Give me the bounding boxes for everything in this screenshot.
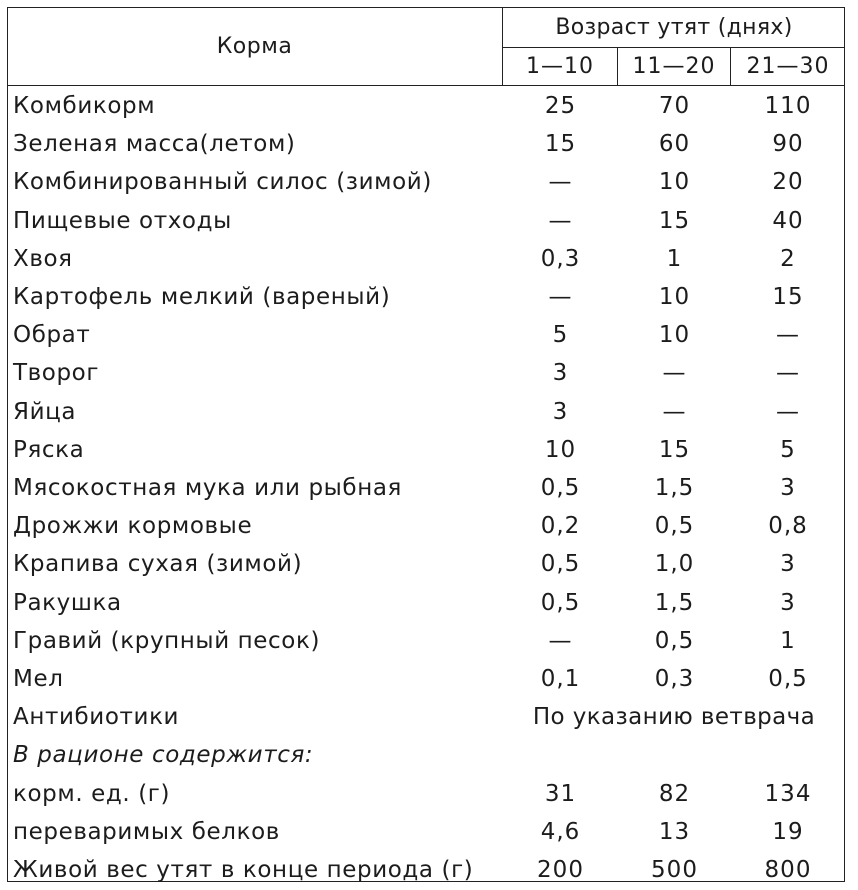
ration-heading: В рационе содержится: xyxy=(13,742,314,769)
value-cell: 0,5 xyxy=(540,589,581,616)
value-cell: 0,5 xyxy=(654,627,695,654)
value-cell: — xyxy=(776,398,800,425)
totals-row xyxy=(7,851,845,889)
age-group-header: Возраст утят (днях) xyxy=(503,7,845,48)
value-cell: 500 xyxy=(651,857,698,883)
value-cell: — xyxy=(548,284,573,310)
table-row xyxy=(7,87,845,125)
row-label: Антибиотики xyxy=(13,704,180,731)
table-row xyxy=(7,278,845,316)
value-cell: 15 xyxy=(658,436,691,463)
row-label: Мел xyxy=(13,666,64,692)
value-cell: — xyxy=(548,169,573,196)
row-label: Хвоя xyxy=(13,245,73,272)
value-cell: 13 xyxy=(658,818,691,845)
value-cell: 3 xyxy=(552,398,569,425)
table-row xyxy=(7,584,845,622)
value-cell: 90 xyxy=(772,131,804,158)
value-cell: 1,5 xyxy=(654,475,695,501)
value-cell: 134 xyxy=(764,780,812,807)
row-label: Зеленая масса(летом) xyxy=(13,131,296,158)
value-cell: 15 xyxy=(772,284,804,310)
value-cell: 0,2 xyxy=(540,513,581,540)
value-cell: — xyxy=(662,360,687,387)
value-cell: 110 xyxy=(764,93,812,119)
value-cell: 40 xyxy=(772,207,804,234)
table-row xyxy=(7,393,845,431)
row-label: корм. ед. (г) xyxy=(13,780,171,807)
table-row xyxy=(7,545,845,583)
row-label: Яйца xyxy=(13,398,77,425)
value-cell: 31 xyxy=(544,780,577,807)
table-row xyxy=(7,622,845,660)
row-label: Комбинированный силос (зимой) xyxy=(13,169,432,196)
age-column-header-3: 21—30 xyxy=(731,48,845,86)
value-cell: 1 xyxy=(780,627,796,654)
row-label: Крапива сухая (зимой) xyxy=(13,551,303,578)
value-cell: 0,5 xyxy=(768,666,808,692)
row-label: Ракушка xyxy=(13,589,122,616)
value-cell: 3 xyxy=(780,589,796,616)
value-cell: 0,5 xyxy=(540,551,581,578)
value-cell: 1,0 xyxy=(654,551,695,578)
table-row xyxy=(7,354,845,392)
table-row xyxy=(7,469,845,507)
ration-heading-row xyxy=(7,736,845,774)
value-cell: 0,5 xyxy=(540,475,581,501)
value-cell: 10 xyxy=(658,169,691,196)
row-label: Ряска xyxy=(13,436,85,463)
value-cell: 15 xyxy=(658,207,691,234)
row-label: Творог xyxy=(13,360,100,387)
row-label: Живой вес утят в конце периода (г) xyxy=(13,857,474,883)
value-cell: 0,5 xyxy=(654,513,695,540)
value-cell: 5 xyxy=(780,436,796,463)
value-cell: 25 xyxy=(544,93,577,119)
row-label: Комбикорм xyxy=(13,93,156,119)
value-cell: 1,5 xyxy=(654,589,695,616)
value-cell: 0,1 xyxy=(540,666,581,692)
value-cell: 3 xyxy=(780,475,796,501)
table-row xyxy=(7,240,845,278)
totals-row xyxy=(7,813,845,851)
row-label: Пищевые отходы xyxy=(13,207,232,234)
value-cell: 19 xyxy=(772,818,804,845)
value-cell: — xyxy=(548,207,573,234)
value-cell: 70 xyxy=(658,93,691,119)
value-cell: 3 xyxy=(780,551,796,578)
value-cell: 20 xyxy=(772,169,804,196)
table-row-antibiotics xyxy=(7,698,845,736)
value-cell: — xyxy=(776,360,800,387)
value-cell: 0,8 xyxy=(768,513,808,540)
table-row xyxy=(7,660,845,698)
value-cell: 1 xyxy=(666,245,683,272)
value-cell: — xyxy=(776,322,800,349)
value-cell: 2 xyxy=(780,245,796,272)
value-cell: 60 xyxy=(658,131,691,158)
value-cell: 10 xyxy=(544,436,577,463)
table-row xyxy=(7,163,845,201)
age-column-header-2: 11—20 xyxy=(618,48,731,86)
value-cell: 5 xyxy=(552,322,569,349)
totals-row xyxy=(7,775,845,813)
value-cell: 800 xyxy=(764,857,812,883)
value-cell: 15 xyxy=(544,131,577,158)
row-label: Обрат xyxy=(13,322,91,349)
table-row xyxy=(7,202,845,240)
value-cell: 4,6 xyxy=(540,818,581,845)
feed-column-header: Корма xyxy=(7,7,503,86)
merged-value-cell: По указанию ветврача xyxy=(532,704,816,731)
table-row xyxy=(7,431,845,469)
value-cell: — xyxy=(548,627,573,654)
value-cell: 200 xyxy=(537,857,584,883)
table-row xyxy=(7,316,845,354)
value-cell: 3 xyxy=(552,360,569,387)
value-cell: 0,3 xyxy=(654,666,695,692)
value-cell: 10 xyxy=(658,322,691,349)
table-row xyxy=(7,507,845,545)
value-cell: 10 xyxy=(658,284,691,310)
row-label: Картофель мелкий (вареный) xyxy=(13,284,391,310)
row-label: Мясокостная мука или рыбная xyxy=(13,475,402,501)
row-label: переваримых белков xyxy=(13,818,280,845)
table-row xyxy=(7,125,845,163)
row-label: Дрожжи кормовые xyxy=(13,513,253,540)
value-cell: 0,3 xyxy=(540,245,581,272)
value-cell: 82 xyxy=(658,780,691,807)
age-column-header-1: 1—10 xyxy=(503,48,618,86)
row-label: Гравий (крупный песок) xyxy=(13,627,321,654)
value-cell: — xyxy=(662,398,687,425)
